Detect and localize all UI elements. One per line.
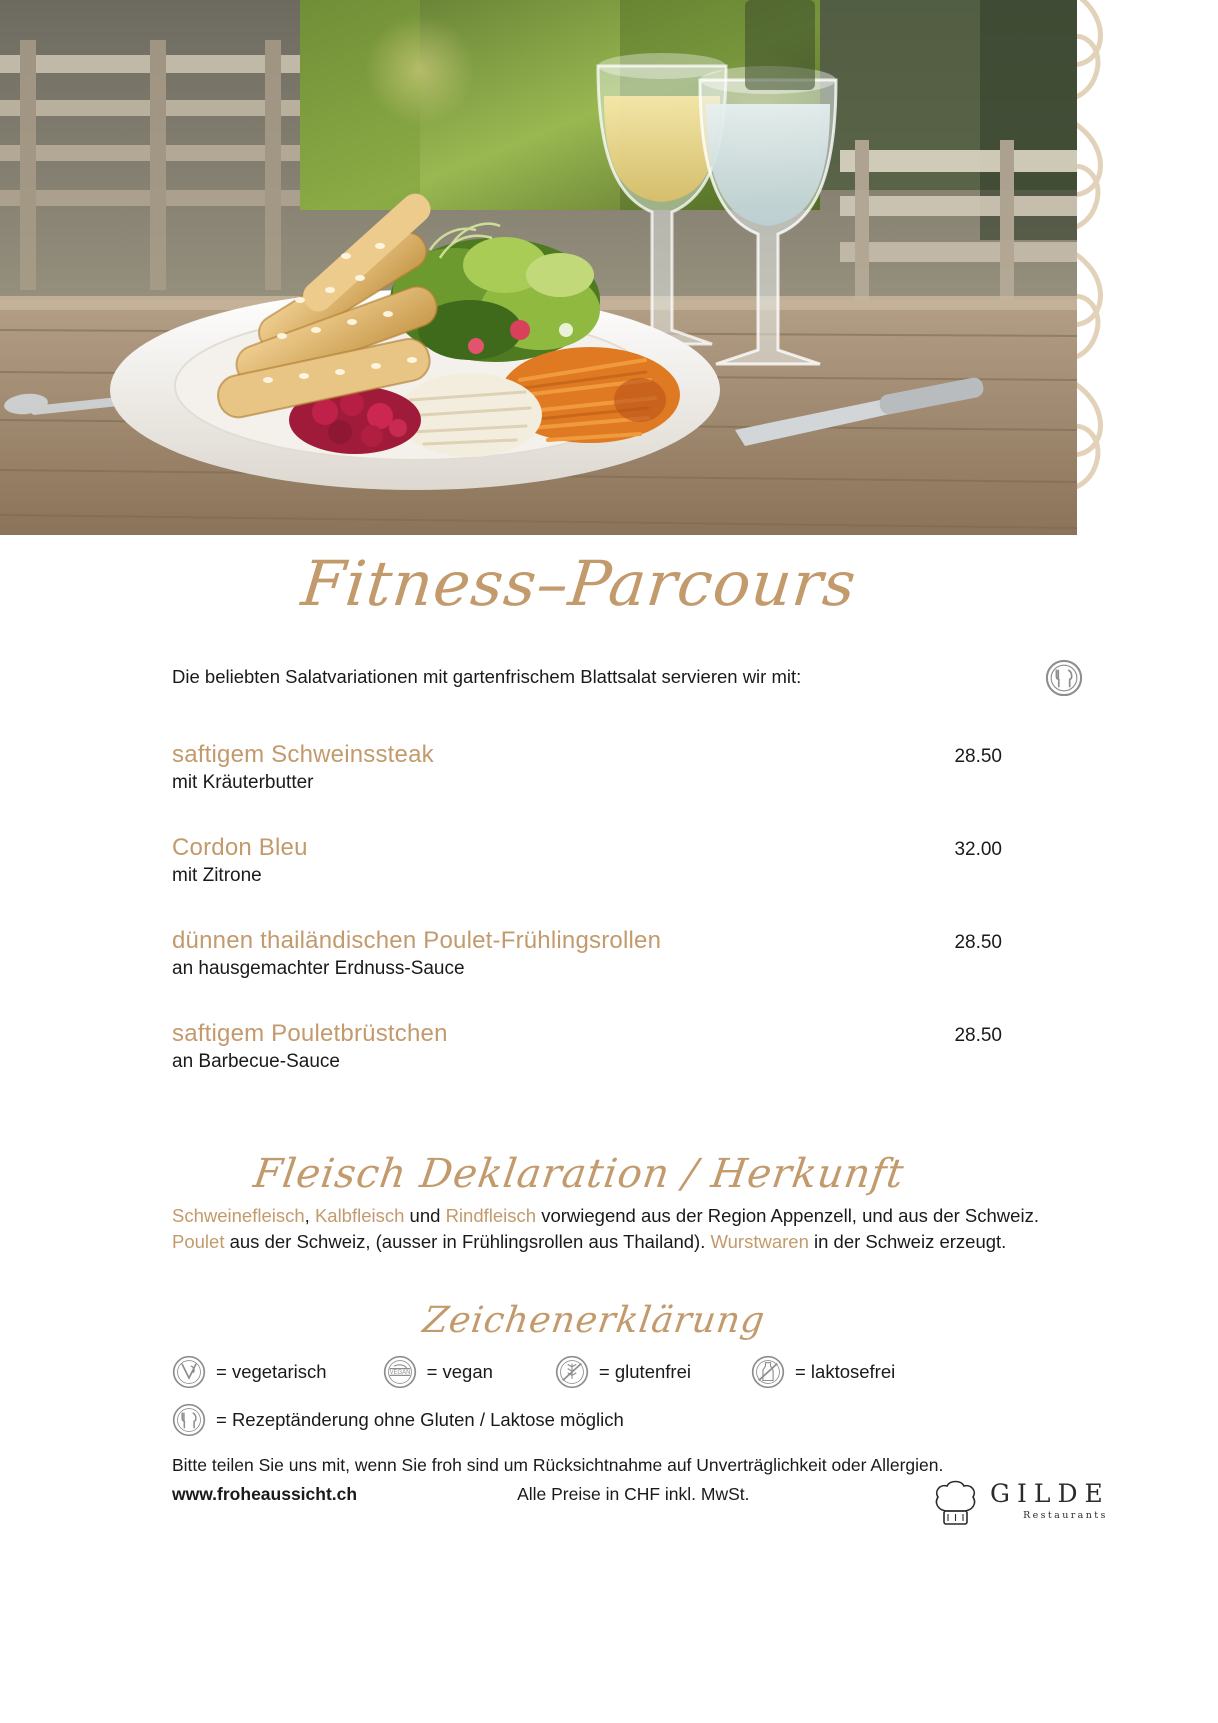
menu-item-name: saftigem Pouletbrüstchen <box>172 1020 448 1048</box>
legend-entry-vegan <box>383 1355 493 1389</box>
menu-item-price: 28.50 <box>954 932 1002 954</box>
meat-poultry: Poulet <box>172 1231 225 1253</box>
declaration-text <box>0 1203 1218 1256</box>
legend-title: Zeichenerklärung <box>420 1299 768 1341</box>
hero-food-photo <box>0 0 1077 535</box>
meat-sausage: Wurstwaren <box>710 1231 809 1253</box>
legend-entry-vegetarian <box>172 1355 327 1389</box>
intro-row <box>0 665 1218 689</box>
legend-label: = glutenfrei <box>598 1360 691 1382</box>
meat-beef: Rindfleisch <box>445 1205 537 1227</box>
menu-item-description: mit Kräuterbutter <box>172 772 314 794</box>
menu-list <box>0 741 1218 1073</box>
legend-entry-gluten-free <box>555 1355 691 1389</box>
menu-item-description: an hausgemachter Erdnuss-Sauce <box>172 958 465 980</box>
menu-item-description: an Barbecue-Sauce <box>172 1051 340 1073</box>
legend-row-2 <box>172 1403 1046 1437</box>
vegan-icon <box>383 1355 417 1389</box>
origin-text-2: aus der Schweiz, (ausser in Frühlingsrollen aus Thailand). <box>224 1231 711 1253</box>
menu-item <box>172 1020 1046 1073</box>
legend-label: = vegan <box>426 1360 493 1382</box>
origin-text-1: vorwiegend aus der Region Appenzell, und aus der Schweiz. <box>536 1205 1039 1227</box>
conj: und <box>404 1205 446 1227</box>
menu-content <box>0 535 1218 1521</box>
legend-label: = laktosefrei <box>794 1360 896 1382</box>
menu-item <box>172 834 1046 887</box>
footer <box>0 1454 1218 1521</box>
page-title: Fitness–Parcours <box>298 547 860 620</box>
meat-veal: Kalbfleisch <box>314 1205 405 1227</box>
legend-entry-lactose-free <box>751 1355 895 1389</box>
gilde-logo <box>928 1473 1110 1537</box>
legend-row-1 <box>172 1355 1046 1389</box>
svg-text:VEGAN: VEGAN <box>389 1369 410 1376</box>
legend-entry-recipe-change <box>172 1403 624 1437</box>
gilde-subtitle: Restaurants <box>1023 1509 1108 1521</box>
menu-item-name: Cordon Bleu <box>172 834 308 862</box>
allergy-note: Bitte teilen Sie uns mit, wenn Sie froh sind um Rücksichtnahme auf Unverträglichkeit oder Allergien. <box>172 1454 944 1475</box>
menu-item-description: mit Zitrone <box>172 865 262 887</box>
legend-label: = Rezeptänderung ohne Gluten / Laktose möglich <box>216 1408 624 1430</box>
vegetarian-icon <box>172 1355 206 1389</box>
menu-item-name: saftigem Schweinssteak <box>172 741 434 769</box>
sep: , <box>304 1205 315 1227</box>
intro-text: Die beliebten Salatvariationen mit gartenfrischem Blattsalat servieren wir mit: <box>172 666 802 687</box>
legend-label: = vegetarisch <box>216 1360 327 1382</box>
menu-item <box>172 927 1046 980</box>
menu-item-price: 28.50 <box>954 1025 1002 1047</box>
origin-text-3: in der Schweiz erzeugt. <box>808 1231 1007 1253</box>
legend-list <box>0 1355 1218 1437</box>
declaration-title: Fleisch Deklaration / Herkunft <box>250 1151 908 1198</box>
cutlery-circle-icon <box>1045 659 1083 697</box>
menu-item <box>172 741 1046 794</box>
cutlery-circle-icon <box>172 1403 206 1437</box>
gilde-wordmark: GILDE <box>990 1478 1110 1508</box>
website-link[interactable]: www.froheaussicht.ch <box>172 1483 358 1504</box>
price-note: Alle Preise in CHF inkl. MwSt. <box>517 1483 750 1504</box>
menu-item-price: 28.50 <box>954 746 1002 768</box>
menu-item-name: dünnen thailändischen Poulet-Frühlingsrollen <box>172 927 662 955</box>
gluten-free-icon <box>555 1355 589 1389</box>
menu-item-price: 32.00 <box>954 839 1002 861</box>
lactose-free-icon <box>751 1355 785 1389</box>
meat-pork: Schweinefleisch <box>172 1205 305 1227</box>
